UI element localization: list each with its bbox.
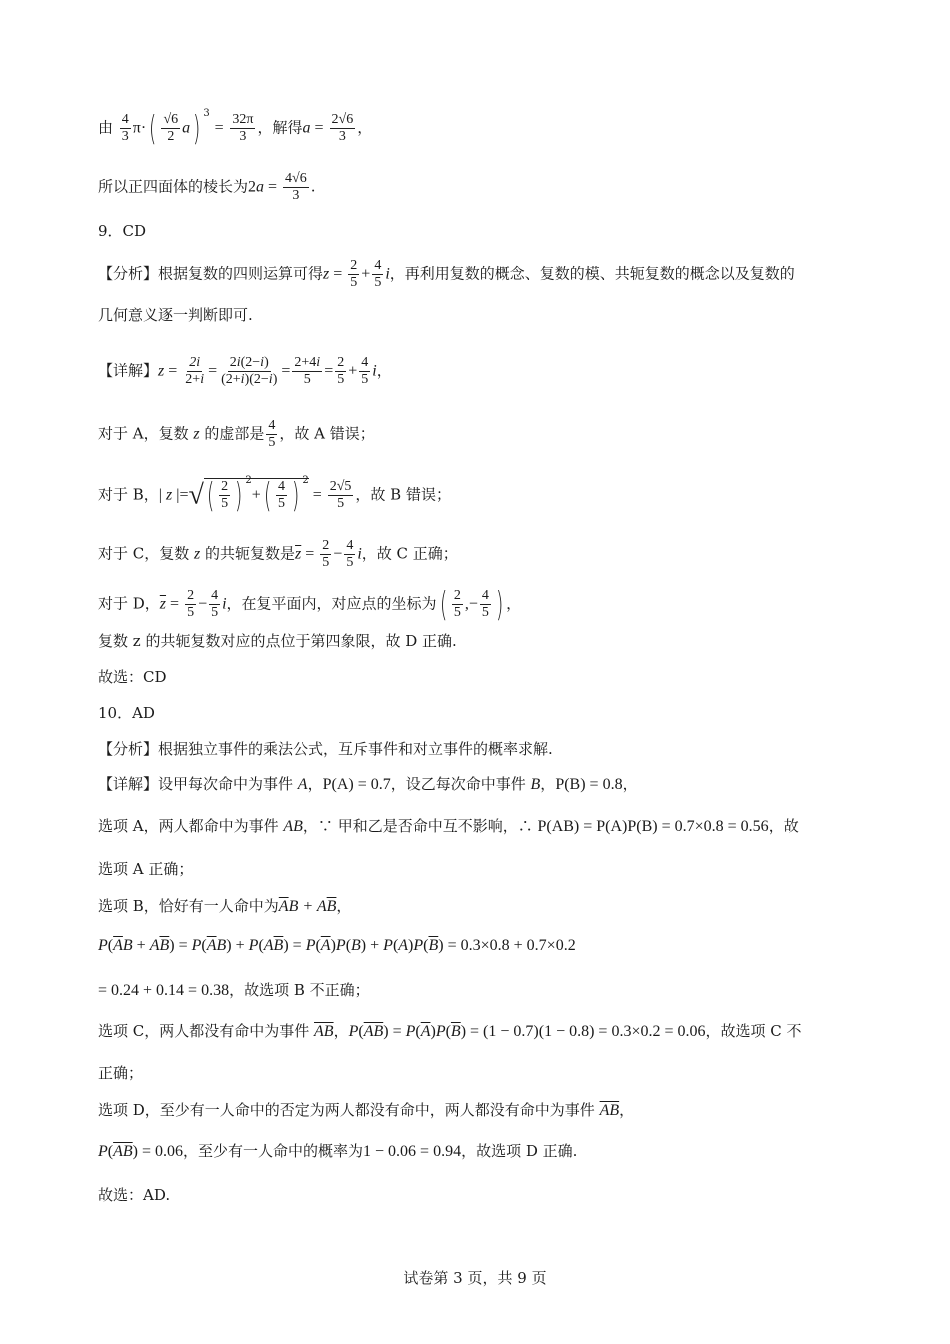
tag: 【详解】 <box>98 775 159 793</box>
text: ， <box>357 118 373 137</box>
q9-analysis-cont: 几何意义逐一判断即可. <box>98 306 253 324</box>
q10-option-b-result <box>98 980 860 1001</box>
text: ，设乙每次命中事件 <box>390 775 531 793</box>
frac: $\frac{4}{5}$ <box>346 538 354 570</box>
line-volume-equation: 由 $\frac{4}{3}$ π·( $\frac{√6}{2}$ a) $^3$ = $\frac{32\pi}{3}$ ，解得a = $\frac{2√6}{3}$ ， <box>98 108 373 149</box>
text: ， <box>622 775 638 793</box>
math: 1 − 0.06 = 0.94 <box>363 1143 462 1160</box>
frac: $\frac{2}{5}$ <box>221 479 229 511</box>
q9-option-b: 对于 B，| z |=√( $\frac{2}{5}$ ) $^2$+( $\frac{4}{5}$ ) $^2$ = $\frac{2√5}{5}$ ，故 B 错误； <box>98 475 451 516</box>
q10-option-d: 选项 D，至少有一人命中的否定为两人都没有命中，两人都没有命中为事件 $\overline{AB}$， <box>98 1101 635 1119</box>
line-edge-length: 所以正四面体的棱长为2a = $\frac{4√6}{3}$ . <box>98 171 316 203</box>
text: ， <box>307 775 323 793</box>
math: P(B) = 0.8 <box>555 776 623 793</box>
frac: $\frac{4}{5}$ <box>481 588 489 620</box>
text: ，解得 <box>257 118 303 137</box>
math: P(A) = 0.7 <box>322 776 391 793</box>
text: 所以正四面体的棱长为 <box>98 177 249 196</box>
frac: $\frac{2}{5}$ <box>337 355 345 387</box>
frac: $\frac{4}{5}$ <box>211 588 219 620</box>
tag: 【详解】 <box>98 361 159 380</box>
frac: $\frac{2}{5}$ <box>453 588 461 620</box>
text: 的虚部是 <box>199 424 265 443</box>
text: ， <box>619 1101 635 1119</box>
frac-2sqrt6-3: $\frac{2√6}{3}$ <box>331 112 354 144</box>
text: ，故选项 D 正确. <box>461 1142 578 1160</box>
frac: $\frac{2+4i}{5}$ <box>294 355 321 387</box>
math: P(AB) = P(A)P(B) = 0.7×0.8 = 0.56 <box>537 818 769 835</box>
text: ，故 C 正确； <box>361 544 458 563</box>
q10-option-b: 选项 B，恰好有一人命中为$\overline{A}B + A\overline{B}$， <box>98 897 352 915</box>
q10-option-b-calc: $P(\overline{A}B + A\overline{B}) = P(\overline{A}B) + P(A\overline{B}) = P(\overline{A})P(B) + P(A)P(\overline{B}) = 0.3\times 0.8 + 0.7\times 0.2$ <box>98 937 576 954</box>
q10-option-a-cont: 选项 A 正确； <box>98 860 194 878</box>
q10-option-c-cont: 正确； <box>98 1064 144 1082</box>
text: ， <box>336 897 352 915</box>
text: 选项 D，至少有一人命中的否定为两人都没有命中，两人都没有命中为事件 <box>98 1101 600 1119</box>
text: ， <box>540 775 556 793</box>
text: ，故 B 错误； <box>355 485 451 504</box>
text: ，∵ 甲和乙是否命中互不影响，∴ <box>302 817 538 835</box>
text: ，至少有一人命中的概率为 <box>183 1142 364 1160</box>
q9-detail: 【详解】z = $\frac{2i}{2+i}$ = $\frac{2i(2-i)}{(2+i)(2-i)}$ = $\frac{2+4i}{5}$ = $\frac{2}{5}$ + $\frac{4}{5}$ i， <box>98 355 392 387</box>
q10-option-a: 选项 A，两人都命中为事件 AB，∵ 甲和乙是否命中互不影响，∴ P(AB) = P(A)P(B) = 0.7×0.8 = 0.56，故 <box>98 817 799 835</box>
q10-option-c: 选项 C，两人都没有命中为事件 $\overline{AB}$，$P(\overline{AB}) = P(\overline{A})P(\overline{B}) = (1 - 0.7)(1 - 0.8) = 0.3\times 0.2 = 0.06$，故选项 C 不 <box>98 1022 802 1040</box>
text: 选项 A，两人都命中为事件 <box>98 817 284 835</box>
frac: $\frac{2i}{2+i}$ <box>185 355 205 387</box>
text: ，再利用复数的概念、复数的模、共轭复数的概念以及复数的 <box>389 264 795 283</box>
text: 对于 C，复数 <box>98 544 195 563</box>
text: ，故 A 错误； <box>279 424 375 443</box>
frac: $\frac{2}{5}$ <box>187 588 195 620</box>
text: 由 <box>98 118 114 137</box>
text: ，故选项 B 不正确； <box>229 981 370 999</box>
q9-answer: 故选：CD <box>98 668 167 686</box>
q9-option-a: 对于 A，复数 z 的虚部是 $\frac{4}{5}$ ，故 A 错误； <box>98 418 375 450</box>
frac: $\frac{2i(2-i)}{(2+i)(2-i)}$ <box>221 355 278 387</box>
frac: $\frac{4}{5}$ <box>361 355 369 387</box>
text: ，故 <box>768 817 799 835</box>
tag: 【分析】 <box>98 264 159 283</box>
text: ， <box>376 361 392 380</box>
text: 根据复数的四则运算可得 <box>158 264 324 283</box>
text: 根据独立事件的乘法公式，互斥事件和对立事件的概率求解. <box>158 740 553 758</box>
text: 对于 A，复数 <box>98 424 194 443</box>
q9-analysis: 【分析】根据复数的四则运算可得z = $\frac{2}{5}$ + $\frac{4}{5}$ i，再利用复数的概念、复数的模、共轭复数的概念以及复数的 <box>98 258 795 290</box>
q9-title: 9．CD <box>98 222 147 240</box>
q10-analysis <box>98 739 860 759</box>
q9-option-d: 对于 D，$\overline{z}$ = $\frac{2}{5}$ − $\frac{4}{5}$ i，在复平面内，对应点的坐标为( $\frac{2}{5}$ ,− $\frac{4}{5}$ ) ， <box>98 584 522 625</box>
tag: 【分析】 <box>98 740 159 758</box>
frac-32pi-3: $\frac{32\pi}{3}$ <box>232 112 254 144</box>
frac: $\frac{2}{5}$ <box>350 258 358 290</box>
text: . <box>310 177 316 196</box>
frac-4-3: $\frac{4}{3}$ <box>121 112 129 144</box>
q9-conclusion: 复数 z 的共轭复数对应的点位于第四象限，故 D 正确. <box>98 632 457 650</box>
text: ， <box>506 594 522 613</box>
text: = <box>214 119 224 137</box>
q10-title: 10．AD <box>98 704 155 722</box>
math: = 0.24 + 0.14 = 0.38 <box>98 982 230 999</box>
text: 对于 B， <box>98 485 159 504</box>
frac: $\frac{2}{5}$ <box>322 538 330 570</box>
q9-option-c: 对于 C，复数 z 的共轭复数是$\overline{z}$ = $\frac{2}{5}$ − $\frac{4}{5}$ i，故 C 正确； <box>98 538 458 570</box>
text: ， <box>333 1022 349 1040</box>
frac: $\frac{4}{5}$ <box>268 418 276 450</box>
q10-detail: 【详解】设甲每次命中为事件 A，P(A) = 0.7，设乙每次命中事件 B，P(B) = 0.8， <box>98 775 638 793</box>
text: 对于 D， <box>98 594 160 613</box>
frac: $\frac{4}{5}$ <box>278 479 286 511</box>
frac-4sqrt6-3: $\frac{4√6}{3}$ <box>285 171 307 203</box>
text: 选项 B，恰好有一人命中为 <box>98 897 279 915</box>
frac: $\frac{4}{5}$ <box>374 258 382 290</box>
text: 设甲每次命中为事件 <box>158 775 298 793</box>
text: 选项 C，两人都没有命中为事件 <box>98 1022 315 1040</box>
text: ，在复平面内，对应点的坐标为 <box>226 594 437 613</box>
text: 的共轭复数是 <box>200 544 296 563</box>
frac: $\frac{2√5}{5}$ <box>329 479 352 511</box>
q10-answer: 故选：AD. <box>98 1186 171 1204</box>
text: ，故选项 C 不 <box>705 1022 802 1040</box>
page-footer: 试卷第 3 页，共 9 页 <box>403 1269 547 1287</box>
frac-sqrt6-2: $\frac{√6}{2}$ <box>163 112 179 144</box>
q10-option-d-calc: $P(\overline{AB}) = 0.06$，至少有一人命中的概率为1 − 0.06 = 0.94，故选项 D 正确. <box>98 1142 578 1160</box>
